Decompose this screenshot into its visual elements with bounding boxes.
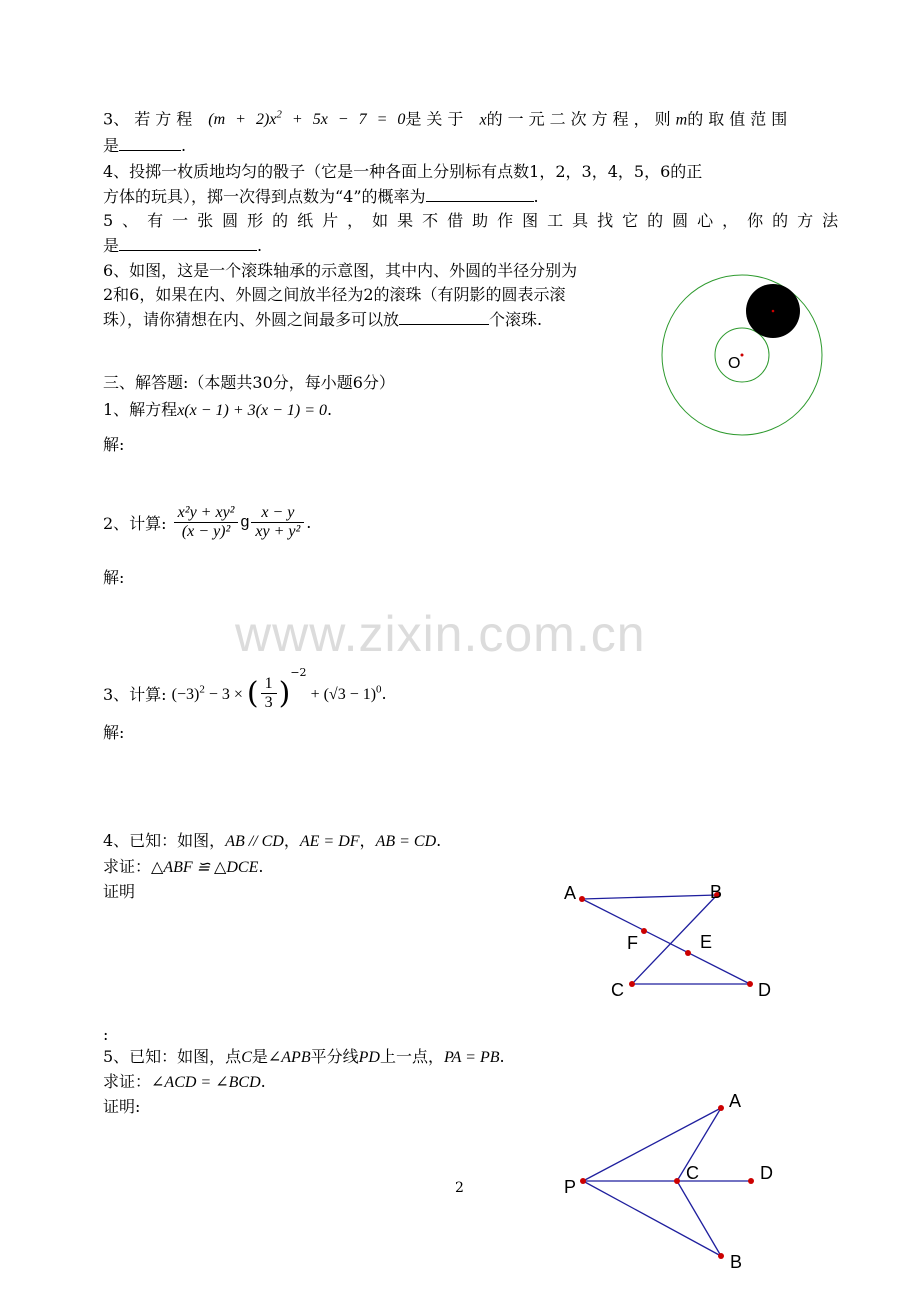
page-number <box>455 1177 464 1199</box>
p5-label: 5、已知：如图，点 <box>103 1047 242 1066</box>
section3-heading-text: 三、解答题:（本题共30分，每小题6分） <box>103 373 395 392</box>
q3-line1 <box>103 104 792 131</box>
p3-end: . <box>381 684 387 703</box>
p5-point-b <box>718 1253 724 1259</box>
p4-label-b: B <box>710 882 723 902</box>
p4-figure <box>555 872 785 1007</box>
p4-point-a <box>579 896 585 902</box>
section3-heading <box>103 372 395 394</box>
p2-line <box>103 504 311 541</box>
p3-exp1: 2 <box>199 683 205 696</box>
q5-line2 <box>103 234 262 257</box>
q4-line1-text: 4、投掷一枚质地均匀的骰子（它是一种各面上分别标有点数1，2，3，4，5，6的正 <box>103 162 703 181</box>
colon-mark <box>103 1024 108 1046</box>
p4-sep2: ， <box>359 831 376 850</box>
p2-f2-numerator: x − y <box>251 504 304 523</box>
q3-line2-text: 是 <box>103 136 120 155</box>
p3-frac-denominator: 3 <box>264 694 273 711</box>
p2-solve <box>103 567 124 589</box>
p4-cond1: AB // CD <box>225 833 284 850</box>
p3-expression-tail <box>306 683 382 703</box>
p3-line <box>103 666 387 712</box>
q4-line2-text: 方体的玩具），掷一次得到点数为“4”的概率为 <box>103 187 426 206</box>
p2-fraction-2 <box>251 504 304 541</box>
colon-mark-text: : <box>103 1025 109 1044</box>
p4-point-c <box>629 981 635 987</box>
p5-line-pd: PD <box>358 1049 380 1066</box>
p4-end1: . <box>436 831 442 850</box>
p4-prove-label: 求证： <box>103 857 152 876</box>
q6-line2 <box>103 284 566 306</box>
q3-equation <box>208 111 405 128</box>
q3-mid2: 的一元二次方程，则 <box>486 109 676 129</box>
q3-eq-b: + 5x − 7 = 0 <box>281 111 406 129</box>
p5-cond: PA = PB <box>443 1049 500 1066</box>
q3-end: . <box>181 136 187 155</box>
p3-label: 3、计算: <box>103 685 167 704</box>
p3-paren-right: ) <box>278 676 291 711</box>
p3-part3: + (√3 − 1) <box>306 685 377 703</box>
p1-label: 1、解方程 <box>103 400 178 419</box>
p5-point-c <box>674 1178 680 1184</box>
p4-line1 <box>103 830 441 853</box>
p5-prove: ∠ACD = ∠BCD <box>151 1074 261 1091</box>
q6-line3-end: 个滚珠. <box>489 310 543 329</box>
p4-line2 <box>103 856 263 879</box>
q3-answer-blank[interactable] <box>119 134 181 151</box>
q6-line2-text: 2和6，如果在内、外圆之间放半径为2的滚珠（有阴影的圆表示滚 <box>103 285 566 304</box>
p4-proof-label: 证明 <box>103 882 136 901</box>
p5-segment-pa <box>583 1108 721 1181</box>
p5-mid: 是 <box>251 1047 268 1066</box>
p2-f2-denominator: xy + y² <box>255 523 301 540</box>
p2-fraction-1 <box>174 504 239 541</box>
q5-answer-blank[interactable] <box>119 234 257 251</box>
p4-end2: . <box>258 857 264 876</box>
q3-number: 3 <box>103 109 114 129</box>
q3-eq-a: (m + 2)x <box>208 111 277 129</box>
p4-cond3: AB = CD <box>375 833 437 850</box>
p5-line2 <box>103 1071 266 1094</box>
p2-solve-label: 解: <box>103 568 125 587</box>
q6-line3 <box>103 308 542 331</box>
p5-mid3: 上一点， <box>379 1047 444 1066</box>
q3-var-m: m <box>675 111 688 129</box>
p5-point-a <box>718 1105 724 1111</box>
p5-angle: ∠APB <box>267 1049 311 1066</box>
p3-paren-left: ( <box>246 676 259 711</box>
p5-line1 <box>103 1046 505 1069</box>
p5-segment-pb <box>583 1181 721 1256</box>
p3-fraction <box>261 675 277 712</box>
p5-label-c: C <box>686 1163 699 1183</box>
p5-label-a: A <box>729 1091 742 1111</box>
p5-proof <box>103 1096 140 1118</box>
q6-line3-text: 珠），请你猜想在内、外圆之间最多可以放 <box>103 310 400 329</box>
p4-point-d <box>747 981 753 987</box>
p3-exp3: 0 <box>376 683 382 696</box>
p5-label-b: B <box>730 1252 743 1272</box>
watermark: www.zixin.com.cn <box>235 606 646 662</box>
p2-label: 2、计算: <box>103 514 167 533</box>
p5-end2: . <box>260 1072 266 1091</box>
q4-line2 <box>103 185 539 208</box>
q3-eq-exp: 2 <box>276 109 282 121</box>
p3-exp2: −2 <box>290 666 307 679</box>
p4-proof <box>103 881 135 903</box>
p1-solve <box>103 434 124 456</box>
p5-point-p <box>580 1178 586 1184</box>
q4-answer-blank[interactable] <box>426 185 534 202</box>
p4-label: 4、已知：如图， <box>103 831 226 850</box>
p3-solve-label: 解: <box>103 723 125 742</box>
p1-expression: x(x − 1) + 3(x − 1) = 0 <box>177 402 327 419</box>
p5-label-d: D <box>760 1163 773 1183</box>
p5-mid2: 平分线 <box>310 1047 359 1066</box>
p2-operator: g <box>240 513 250 531</box>
p5-point-c-var: C <box>241 1049 252 1066</box>
center-o-label: O <box>728 355 741 372</box>
p4-label-f: F <box>627 933 638 953</box>
p3-part2: − 3 × <box>204 685 247 703</box>
p4-label-c: C <box>611 980 624 1000</box>
ball-center-point <box>772 310 775 313</box>
p4-label-e: E <box>700 932 713 952</box>
p5-proof-label: 证明: <box>103 1097 141 1116</box>
p3-frac-numerator: 1 <box>261 675 277 694</box>
p2-f1-denominator: (x − y)² <box>181 523 231 540</box>
q3-post: 的取值范围 <box>687 109 793 129</box>
page-number-text: 2 <box>455 1180 464 1196</box>
q5-line1 <box>103 210 847 232</box>
q5-line1-text: 5、有一张圆形的纸片，如果不借助作图工具找它的圆心，你的方法 <box>103 211 848 230</box>
q3-var-x: x <box>479 111 487 129</box>
p2-f1-numerator: x²y + xy² <box>174 504 239 523</box>
p4-prove: △ABF ≌ △DCE <box>151 859 259 876</box>
p4-sep1: ， <box>283 831 300 850</box>
q6-answer-blank[interactable] <box>399 308 489 325</box>
q4-line1 <box>103 161 702 183</box>
center-o-point <box>741 354 744 357</box>
p4-label-d: D <box>758 980 771 1000</box>
p5-figure <box>555 1082 785 1277</box>
p4-segment-ab <box>582 895 717 899</box>
p4-point-e <box>685 950 691 956</box>
q6-line1 <box>103 260 577 282</box>
p1-line <box>103 399 332 422</box>
p2-end: . <box>306 513 312 532</box>
p5-label-p: P <box>564 1177 577 1197</box>
p3-expression <box>171 683 247 703</box>
p5-prove-label: 求证： <box>103 1072 152 1091</box>
q3-mid1: 是关于 <box>405 109 469 129</box>
p4-label-a: A <box>564 883 577 903</box>
q3-line2 <box>103 134 186 157</box>
p5-point-d <box>748 1178 754 1184</box>
q5-line2-text: 是 <box>103 236 120 255</box>
p4-segment-ad <box>582 899 750 984</box>
p1-solve-label: 解: <box>103 435 125 454</box>
q4-end: . <box>533 187 539 206</box>
p3-solve <box>103 722 124 744</box>
p5-end1: . <box>499 1047 505 1066</box>
p4-cond2: AE = DF <box>299 833 360 850</box>
q3-prefix: 、若方程 <box>113 109 198 129</box>
p1-end: . <box>327 400 333 419</box>
q5-end: . <box>257 236 263 255</box>
bearing-figure <box>655 270 830 440</box>
p4-point-f <box>641 928 647 934</box>
p3-part1: (−3) <box>171 685 200 703</box>
q6-line1-text: 6、如图，这是一个滚珠轴承的示意图，其中内、外圆的半径分别为 <box>103 261 578 280</box>
